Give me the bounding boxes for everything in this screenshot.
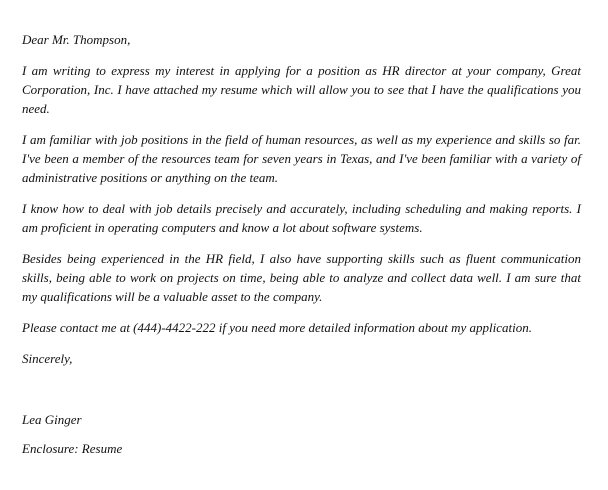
letter-signature: Lea Ginger <box>22 412 82 427</box>
cover-letter <box>22 30 581 458</box>
letter-paragraph-skills: I know how to deal with job details precisely and accurately, including scheduling and making reports. I am proficient in operating computers and know a lot about software systems. <box>22 201 581 235</box>
letter-paragraph-contact: Please contact me at (444)-4422-222 if you need more detailed information about my application. <box>22 320 533 335</box>
letter-closing: Sincerely, <box>22 351 73 366</box>
letter-paragraph-supporting-skills: Besides being experienced in the HR field, I also have supporting skills such as fluent communication skills, being able to work on projects on time, being able to analyze and collect data well. I am sure that my qualifications will be a valuable asset to the company. <box>22 251 581 304</box>
letter-enclosure: Enclosure: Resume <box>22 441 123 456</box>
letter-paragraph-experience: I am familiar with job positions in the field of human resources, as well as my experience and skills so far. I've been a member of the resources team for seven years in Texas, and I've been familiar with a variety of administrative positions or anything on the team. <box>22 132 581 185</box>
letter-paragraph-intro: I am writing to express my interest in applying for a position as HR director at your company, Great Corporation, Inc. I have attached my resume which will allow you to see that I have the qualifications you need. <box>22 63 581 116</box>
letter-salutation: Dear Mr. Thompson, <box>22 32 131 47</box>
